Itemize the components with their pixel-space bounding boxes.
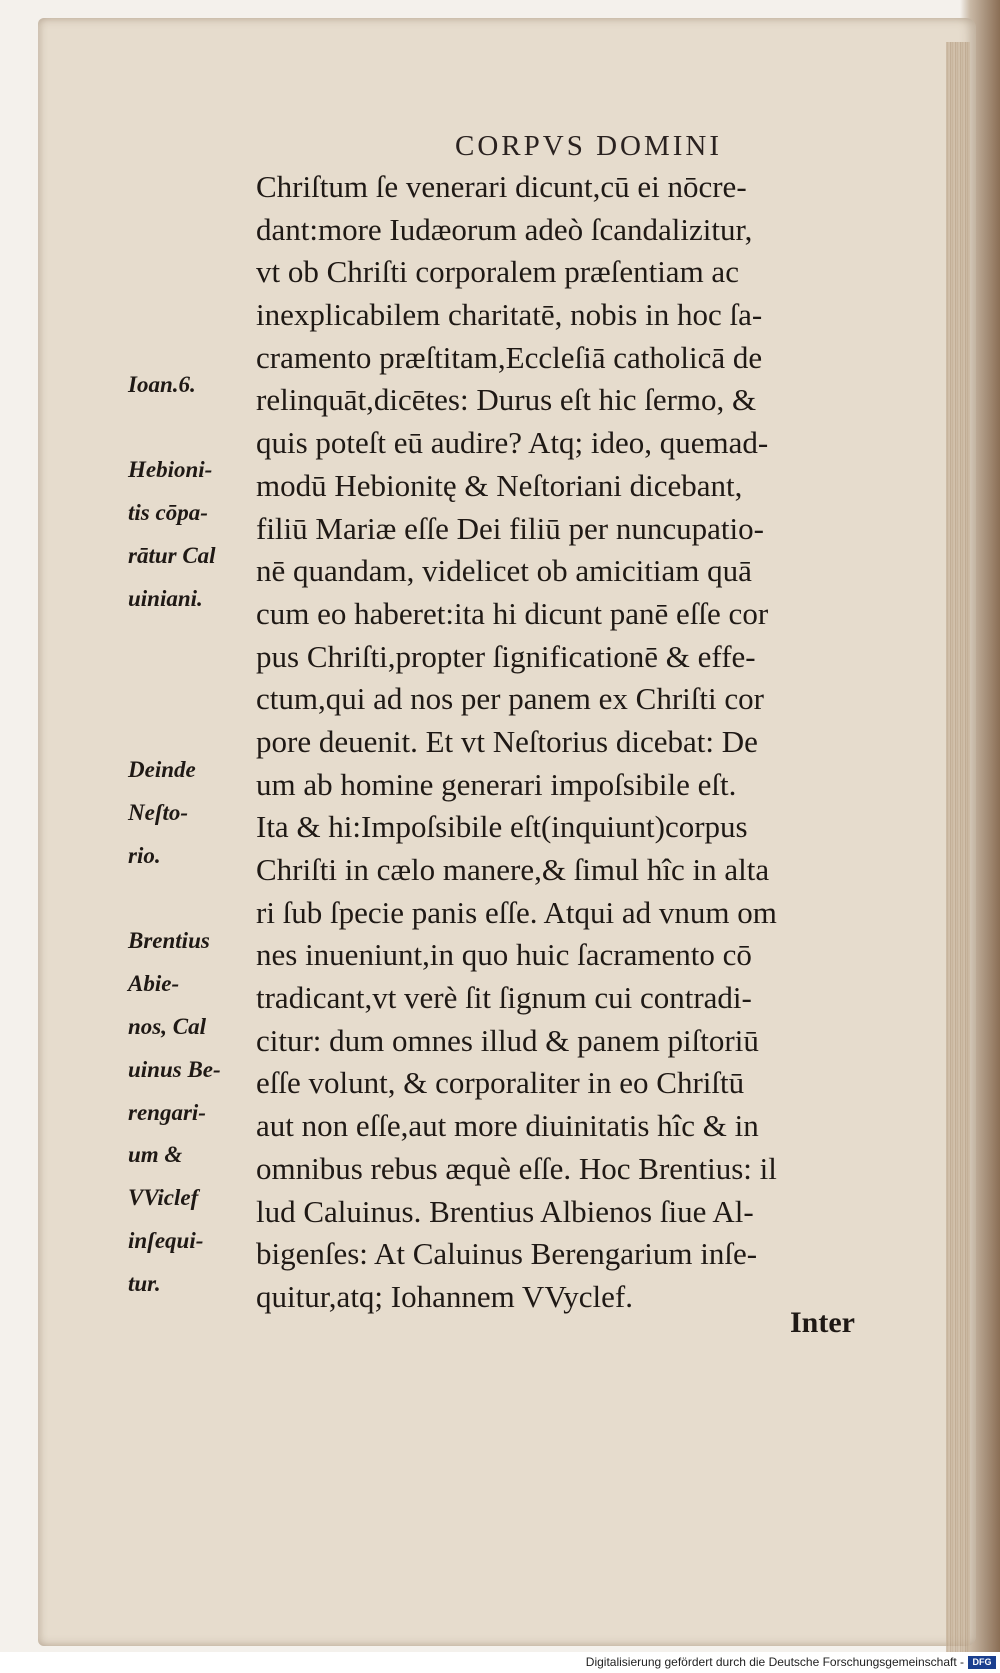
margin-note-line: inſequi- <box>128 1228 204 1253</box>
text-line: citur: dum omnes illud & panem piſtoriū <box>256 1022 759 1058</box>
text-line: Chriſti in cælo manere,& ſimul hîc in alta <box>256 852 770 887</box>
margin-note-line: nos, Cal <box>128 1014 206 1039</box>
text-line: filiū Mariæ eſſe Dei filiū per nuncupatio- <box>256 510 764 546</box>
text-line: relinquāt,dicētes: Durus eſt hic ſermo, & <box>256 382 757 418</box>
text-line: ri ſub ſpecie panis eſſe. Atqui ad vnum om <box>256 894 777 930</box>
text-line: pus Chriſti,propter ſignificationē & effe- <box>256 638 756 674</box>
text-line: inexplicabilem charitatē, nobis in hoc ſa- <box>256 297 763 333</box>
margin-note-line: Abie- <box>128 971 180 996</box>
text-line: quitur,atq; Iohannem VVyclef. <box>256 1278 633 1314</box>
catchword: Inter <box>790 1306 855 1339</box>
text-line: vt ob Chriſti corporalem præſentiam ac <box>256 254 739 290</box>
running-head: CORPVS DOMINI <box>455 130 723 162</box>
margin-note-line: Neſto- <box>128 800 189 825</box>
footer-credit: Digitalisierung gefördert durch die Deutsche Forschungsgemeinschaft - <box>585 1655 964 1669</box>
text-line: cum eo haberet:ita hi dicunt panē eſſe cor <box>256 595 769 631</box>
margin-note-line: Brentius <box>128 928 210 953</box>
text-line: Chriſtum ſe venerari dicunt,cū ei nōcre- <box>256 169 747 204</box>
margin-note-line: tur. <box>128 1271 161 1296</box>
text-line: Ita & hi:Impoſsibile eſt(inquiunt)corpus <box>256 809 748 845</box>
margin-note-line: VViclef <box>128 1185 199 1210</box>
margin-note-line: uinus Be- <box>128 1057 221 1082</box>
text-line: aut non eſſe,aut more diuinitatis hîc & in <box>256 1108 759 1144</box>
dfg-logo: DFG <box>968 1656 996 1669</box>
margin-note-line: rātur Cal <box>128 543 216 568</box>
text-line: nē quandam, videlicet ob amicitiam quā <box>256 553 752 589</box>
margin-note-line: um & <box>128 1142 183 1167</box>
margin-note-line: Hebioni- <box>128 457 213 482</box>
text-line: nes inueniunt,in quo huic ſacramento cō <box>256 937 752 973</box>
body-text <box>256 166 896 1319</box>
text-line: eſſe volunt, & corporaliter in eo Chriſtū <box>256 1065 745 1101</box>
margin-note-line: Ioan.6. <box>128 372 196 397</box>
text-line: omnibus rebus æquè eſſe. Hoc Brentius: il <box>256 1150 777 1186</box>
text-line: pore deuenit. Et vt Neſtorius dicebat: De <box>256 723 758 759</box>
text-line: tradicant,vt verè ſit ſignum cui contradi- <box>256 980 752 1016</box>
digitization-footer <box>0 1652 1000 1673</box>
margin-note-line: rio. <box>128 843 161 868</box>
text-line: cramento præſtitam,Eccleſiā catholicā de <box>256 339 763 375</box>
page-edge <box>946 42 970 1652</box>
text-line: quis poteſt eū audire? Atq; ideo, quemad- <box>256 425 769 461</box>
text-line: um ab homine generari impoſsibile eſt. <box>256 766 737 802</box>
text-line: lud Caluinus. Brentius Albienos ſiue Al- <box>256 1193 754 1229</box>
margin-note-line: rengari- <box>128 1100 206 1125</box>
margin-note-line: Deinde <box>128 757 196 782</box>
text-line: bigenſes: At Caluinus Berengarium inſe- <box>256 1236 758 1272</box>
text-line: ctum,qui ad nos per panem ex Chriſti cor <box>256 681 764 717</box>
text-line: dant:more Iudæorum adeò ſcandalizitur, <box>256 211 753 247</box>
text-line: modū Hebionitę & Neſtoriani dicebant, <box>256 467 743 503</box>
margin-note-line: uiniani. <box>128 586 203 611</box>
margin-note-line: tis cōpa- <box>128 500 208 525</box>
